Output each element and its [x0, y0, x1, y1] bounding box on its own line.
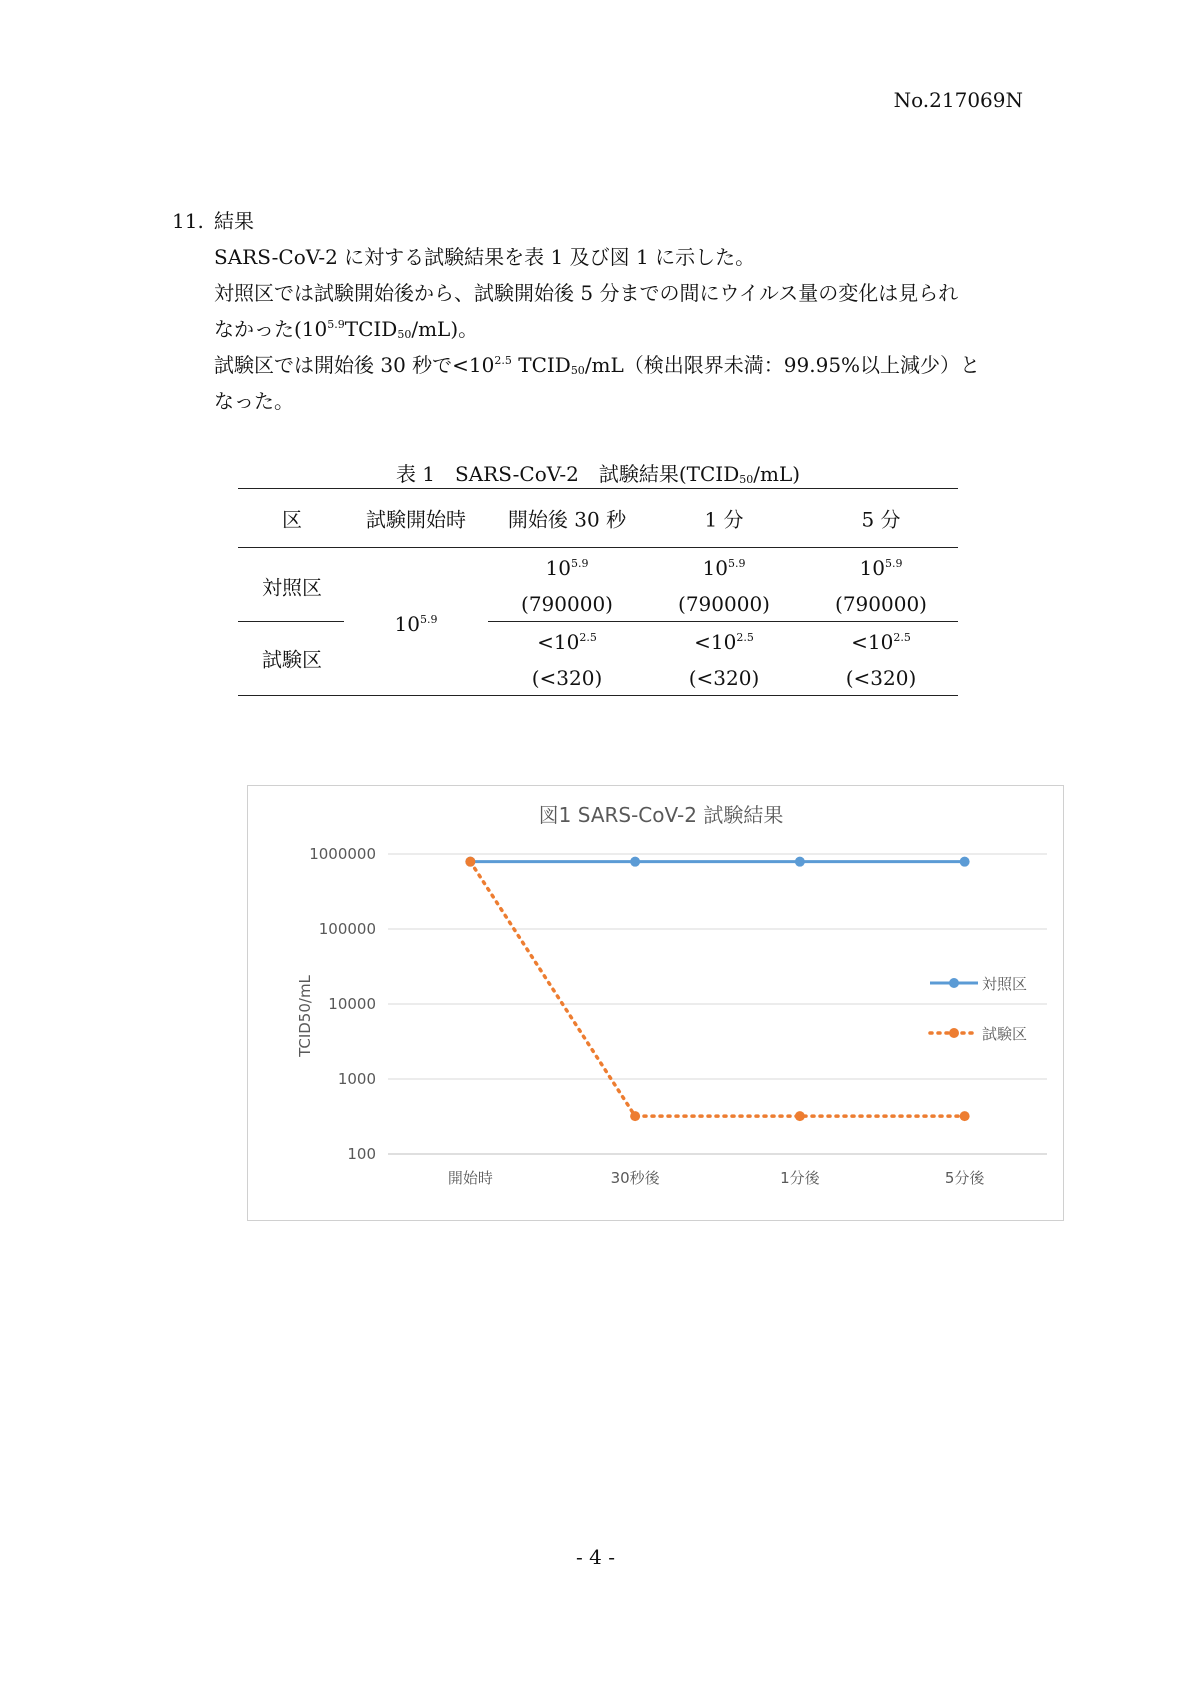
- data-point: [630, 1111, 640, 1121]
- y-axis-label: TCID50/mL: [296, 975, 314, 1057]
- x-tick-label: 5分後: [944, 1169, 985, 1187]
- start-value-cell: $10^{5.9}$: [394, 612, 438, 636]
- test-exponent-cell: $<10^{2.5}$: [851, 630, 911, 654]
- y-tick-label: 100000: [318, 920, 376, 938]
- series-line: [470, 862, 964, 1116]
- section-number: 11.: [172, 209, 204, 233]
- legend-marker: [949, 978, 959, 988]
- header-cell: 5 分: [861, 507, 901, 532]
- x-tick-label: 30秒後: [610, 1169, 660, 1187]
- data-point: [795, 1111, 805, 1121]
- results-table: [238, 488, 958, 696]
- y-tick-label: 1000000: [309, 845, 376, 863]
- data-point: [795, 857, 805, 867]
- results-section: [172, 203, 1032, 419]
- header-cell: 開始後 30 秒: [507, 507, 627, 532]
- control-exponent-cell: $10^{5.9}$: [859, 556, 903, 580]
- chart-svg: [248, 786, 1065, 1222]
- header-cell: 試験開始時: [366, 507, 466, 532]
- header-cell: 区: [282, 507, 302, 532]
- table-row-rule-left: [238, 621, 344, 622]
- test-value-cell: (<320): [845, 666, 917, 690]
- section-title: 結果: [214, 209, 254, 233]
- control-value-cell: (790000): [521, 592, 613, 616]
- data-point: [465, 857, 475, 867]
- header-cell: 1 分: [704, 507, 744, 532]
- data-point: [960, 857, 970, 867]
- chart-x-ticks: [448, 1169, 986, 1187]
- table-header-rule: [238, 547, 958, 548]
- paragraph-3-line-1: 試験区では開始後 30 秒で$<10^{2.5}$ $TCID_{50}/mL$（検出限界未満：99.95%以上減少）と: [214, 353, 981, 377]
- section-body: [172, 239, 1032, 419]
- x-tick-label: 開始時: [447, 1169, 493, 1187]
- data-point: [960, 1111, 970, 1121]
- x-tick-label: 1分後: [780, 1169, 820, 1187]
- test-value-cell: (<320): [531, 666, 603, 690]
- section-heading: [172, 203, 1032, 239]
- test-exponent-cell: $<10^{2.5}$: [537, 630, 597, 654]
- control-exponent-cell: $10^{5.9}$: [545, 556, 589, 580]
- control-value-cell: (790000): [835, 592, 927, 616]
- paragraph-2-line-2: なかった$(10^{5.9}TCID_{50}/mL)$。: [214, 317, 479, 341]
- y-tick-label: 1000: [337, 1070, 376, 1088]
- paragraph-1: SARS-CoV-2 に対する試験結果を表 1 及び図 1 に示した。: [214, 245, 756, 269]
- y-tick-label: 10000: [328, 995, 376, 1013]
- control-exponent-cell: $10^{5.9}$: [702, 556, 746, 580]
- row-label-test: 試験区: [262, 647, 322, 672]
- paragraph-2-line-1: 対照区では試験開始後から、試験開始後 5 分までの間にウイルス量の変化は見られ: [214, 281, 959, 305]
- chart-series: [465, 857, 969, 1121]
- control-value-cell: (790000): [678, 592, 770, 616]
- table-bottom-rule: [238, 695, 958, 696]
- table-caption: 表 1 SARS-CoV-2 試験結果$(TCID_{50}/mL)$: [395, 462, 801, 486]
- row-label-control: 対照区: [262, 575, 322, 600]
- legend-label: 対照区: [982, 975, 1028, 993]
- data-point: [630, 857, 640, 867]
- y-tick-label: 100: [347, 1145, 376, 1163]
- results-chart: [247, 785, 1064, 1221]
- table-top-rule: [238, 488, 958, 489]
- chart-gridlines: [388, 854, 1047, 1154]
- paragraph-3-line-2: なった。: [214, 389, 294, 413]
- table-row-rule-right: [488, 621, 958, 622]
- test-value-cell: (<320): [688, 666, 760, 690]
- chart-legend: [930, 975, 1027, 1043]
- legend-marker: [949, 1028, 959, 1038]
- legend-label: 試験区: [982, 1025, 1028, 1043]
- document-number: No.217069N: [893, 88, 1023, 112]
- page-number: - 4 -: [576, 1545, 615, 1569]
- test-exponent-cell: $<10^{2.5}$: [694, 630, 754, 654]
- chart-y-ticks: [309, 845, 376, 1163]
- chart-title: 図1 SARS-CoV-2 試験結果: [538, 803, 784, 827]
